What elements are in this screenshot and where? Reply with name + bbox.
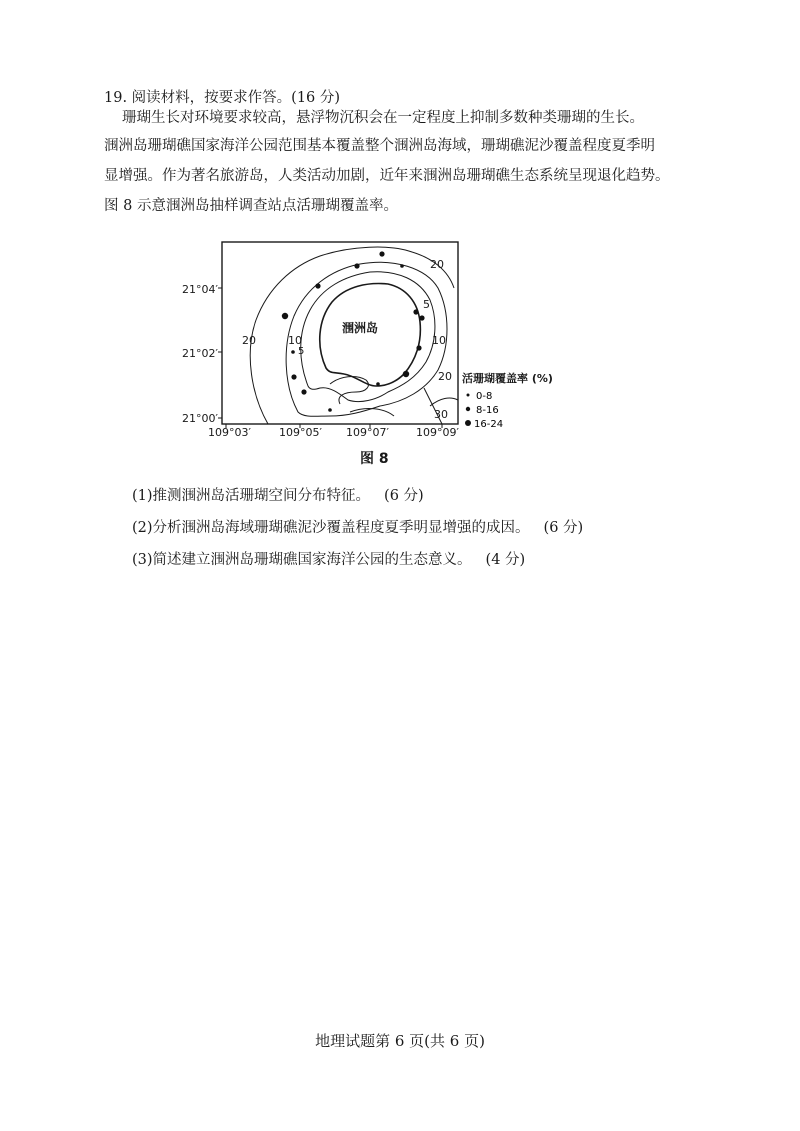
station-dot — [291, 374, 296, 379]
coral-coverage-map — [180, 236, 480, 442]
station-dot — [419, 315, 424, 320]
figure-caption: 图 8 — [360, 451, 389, 467]
contour-label-20-se: 20 — [438, 370, 452, 383]
question-header: 19. 阅读材料，按要求作答。(16 分) — [104, 90, 341, 106]
lon-label-1: 109°03′ — [208, 426, 251, 439]
paragraph-line-1: 珊瑚生长对环境要求较高，悬浮物沉积会在一定程度上抑制多数种类珊瑚的生长。 — [122, 110, 644, 126]
station-dot — [416, 345, 421, 350]
contour-label-10-w: 10 — [288, 334, 302, 347]
lon-label-4: 109°09′ — [416, 426, 459, 439]
sub-question-1 — [132, 484, 424, 505]
sub-question-1-text: (1)推测涠洲岛活珊瑚空间分布特征。 — [132, 488, 371, 504]
station-dot — [376, 382, 380, 386]
sub-question-1-points: (6 分) — [384, 488, 424, 504]
lon-label-2: 109°05′ — [279, 426, 322, 439]
station-dot — [315, 283, 320, 288]
sub-question-2 — [132, 516, 583, 537]
lat-label-3: 21°00′ — [182, 412, 218, 425]
legend-item-1: 0-8 — [476, 391, 493, 402]
legend — [460, 384, 570, 436]
legend-dot-small — [467, 394, 470, 397]
contour-south-arc — [350, 409, 394, 416]
contour-label-10-e: 10 — [432, 334, 446, 347]
station-dot — [413, 309, 418, 314]
sub-question-3 — [132, 548, 525, 569]
legend-item-3: 16-24 — [474, 419, 504, 430]
contour-label-20-ne: 20 — [430, 258, 444, 271]
sub-question-2-text: (2)分析涠洲岛海域珊瑚礁泥沙覆盖程度夏季明显增强的成因。 — [132, 520, 530, 536]
legend-dot-medium — [466, 407, 470, 411]
station-dot — [403, 371, 409, 377]
contour-label-20-w: 20 — [242, 334, 256, 347]
sub-question-3-points: (4 分) — [485, 552, 526, 568]
contour-label-5-w: 5 — [298, 346, 305, 357]
paragraph-line-4: 图 8 示意涠洲岛抽样调查站点活珊瑚覆盖率。 — [104, 198, 398, 214]
station-dot — [282, 313, 288, 319]
station-dot — [301, 389, 306, 394]
station-dot — [354, 263, 359, 268]
lat-label-1: 21°04′ — [182, 283, 218, 296]
station-dot — [400, 264, 404, 268]
page-footer: 地理试题第 6 页(共 6 页) — [315, 1032, 485, 1050]
island-label: 涠洲岛 — [342, 321, 379, 335]
legend-item-2: 8-16 — [476, 405, 499, 416]
station-dot — [379, 251, 384, 256]
contour-30m — [430, 398, 458, 406]
station-dot — [291, 350, 295, 354]
contour-label-5-e: 5 — [423, 298, 430, 311]
lat-label-2: 21°02′ — [182, 347, 218, 360]
paragraph-line-2: 涠洲岛珊瑚礁国家海洋公园范围基本覆盖整个涠洲岛海域，珊瑚礁泥沙覆盖程度夏季明 — [104, 138, 655, 154]
legend-dot-large — [465, 420, 471, 426]
sub-question-2-points: (6 分) — [543, 520, 584, 536]
paragraph-line-3: 显增强。作为著名旅游岛，人类活动加剧，近年来涠洲岛珊瑚礁生态系统呈现退化趋势。 — [104, 168, 670, 184]
contour-10m — [286, 262, 447, 416]
station-dot — [328, 408, 332, 412]
lon-label-3: 109°07′ — [346, 426, 389, 439]
sub-question-3-text: (3)简述建立涠洲岛珊瑚礁国家海洋公园的生态意义。 — [132, 552, 472, 568]
contour-label-30-se: 30 — [434, 408, 448, 421]
legend-title-text: 活珊瑚覆盖率 (%) — [462, 372, 553, 385]
